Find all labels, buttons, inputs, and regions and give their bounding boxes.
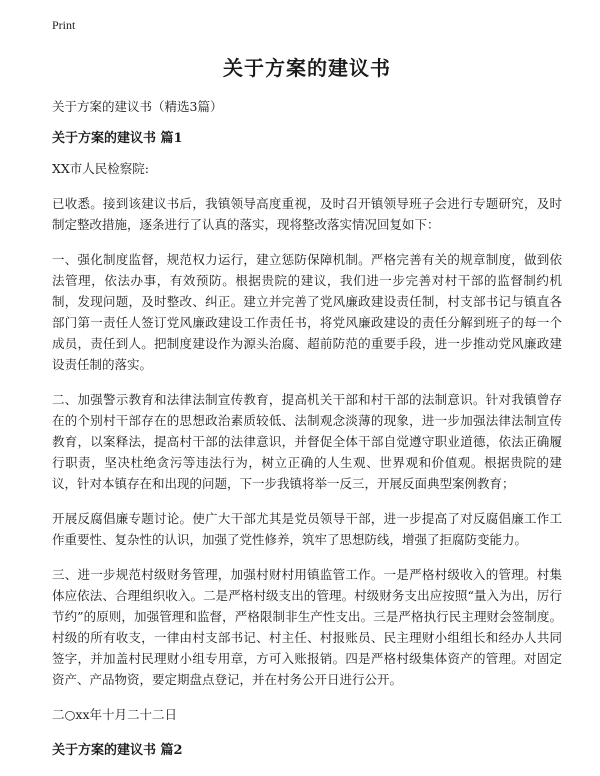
- document-body: [52, 44, 562, 770]
- salutation: XX市人民检察院:: [52, 161, 150, 176]
- paragraph-discussion: 开展反腐倡廉专题讨论。使广大干部尤其是党员领导干部，进一步提高了对反腐倡廉工作工作重要性、复杂性的认识，加强了党性修养，筑牢了思想防线，增强了拒腐防变能力。: [52, 511, 562, 547]
- document-date: 二○xx年十月二十二日: [52, 707, 178, 722]
- section-heading-2: 关于方案的建议书 篇2: [52, 743, 183, 758]
- document-title: 关于方案的建议书: [223, 56, 391, 80]
- section-heading-1: 关于方案的建议书 篇1: [52, 131, 183, 146]
- paragraph-point-3: 三、进一步规范村级财务管理，加强村财村用镇监管工作。一是严格村级收入的管理。村集体应依法、合理组织收入。二是严格村级支出的管理。村级财务支出应按照“量入为出，厉行节约”的原则，加强管理和监督，严格限制非生产性支出。三是严格执行民主理财会签制度。村级的所有收支，一律由村支部书记、村主任、村报账员、民主理财小组组长和经办人共同签字，并加盖村民理财小组专用章，方可入账报销。四是严格村级集体资产的管理。对固定资产、产品物资，要定期盘点登记，并在村务公开日进行公开。: [52, 567, 562, 687]
- paragraph-intro: 已收悉。接到该建议书后，我镇领导高度重视，及时召开镇领导班子会进行专题研究，及时制定整改措施，逐条进行了认真的落实，现将整改落实情况回复如下：: [52, 196, 562, 232]
- print-link[interactable]: Print: [52, 18, 76, 32]
- paragraph-point-2: 二、加强警示教育和法律法制宣传教育，提高机关干部和村干部的法制意识。针对我镇曾存在的个别村干部存在的思想政治素质较低、法制观念淡薄的现象，进一步加强法律法制宣传教育，以案释法，提高村干部的法律意识，并督促全体干部自觉遵守职业道德，依法正确履行职责，坚决杜绝贪污等违法行为，树立正确的人生观、世界观和价值观。根据贵院的建议，针对本镇存在和出现的问题，下一步我镇将举一反三，开展反面典型案例教育；: [52, 392, 562, 491]
- document-subtitle: 关于方案的建议书（精选3篇）: [52, 99, 223, 114]
- paragraph-point-1: 一、强化制度监督，规范权力运行，建立惩防保障机制。严格完善有关的规章制度，做到依法管理，依法办事，有效预防。根据贵院的建议，我们进一步完善对村干部的监督制约机制，发现问题，及时整改、纠正。建立并完善了党风廉政建设责任制，村支部书记与镇直各部门第一责任人签订党风廉政建设工作责任书，将党风廉政建设的责任分解到班子的每一个成员，责任到人。把制度建设作为源头治腐、超前防范的重要手段，进一步推动党风廉政建设责任制的落实。: [52, 252, 562, 372]
